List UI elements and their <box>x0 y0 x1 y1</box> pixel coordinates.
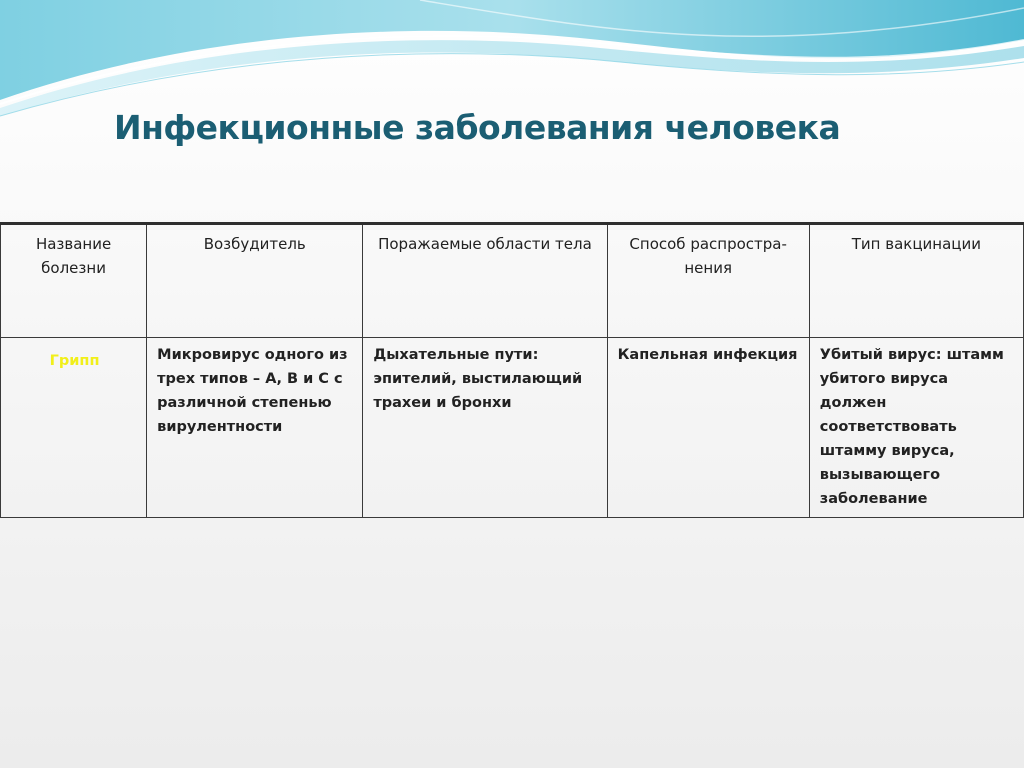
table-row <box>1 338 1024 518</box>
header-vaccination-type: Тип вакцинации <box>809 224 1023 338</box>
header-wave-decoration <box>0 0 1024 120</box>
header-disease-name: Название болезни <box>1 224 147 338</box>
cell-transmission: Капельная инфекция <box>607 338 809 518</box>
header-transmission: Способ распростра-нения <box>607 224 809 338</box>
header-affected-areas: Поражаемые области тела <box>363 224 607 338</box>
cell-affected-areas: Дыхательные пути: эпителий, выстилающий трахеи и бронхи <box>363 338 607 518</box>
cell-pathogen: Микровирус одного из трех типов – А, В и С с различной степенью вирулентности <box>147 338 363 518</box>
slide-title: Инфекционные заболевания человека <box>114 108 841 147</box>
table-header-row <box>1 224 1024 338</box>
disease-table <box>0 222 1024 518</box>
cell-vaccination-type: Убитый вирус: штамм убитого вируса должен соответствовать штамму вируса, вызывающего заболевание <box>809 338 1023 518</box>
cell-disease-name: Грипп <box>1 338 147 518</box>
header-pathogen: Возбудитель <box>147 224 363 338</box>
